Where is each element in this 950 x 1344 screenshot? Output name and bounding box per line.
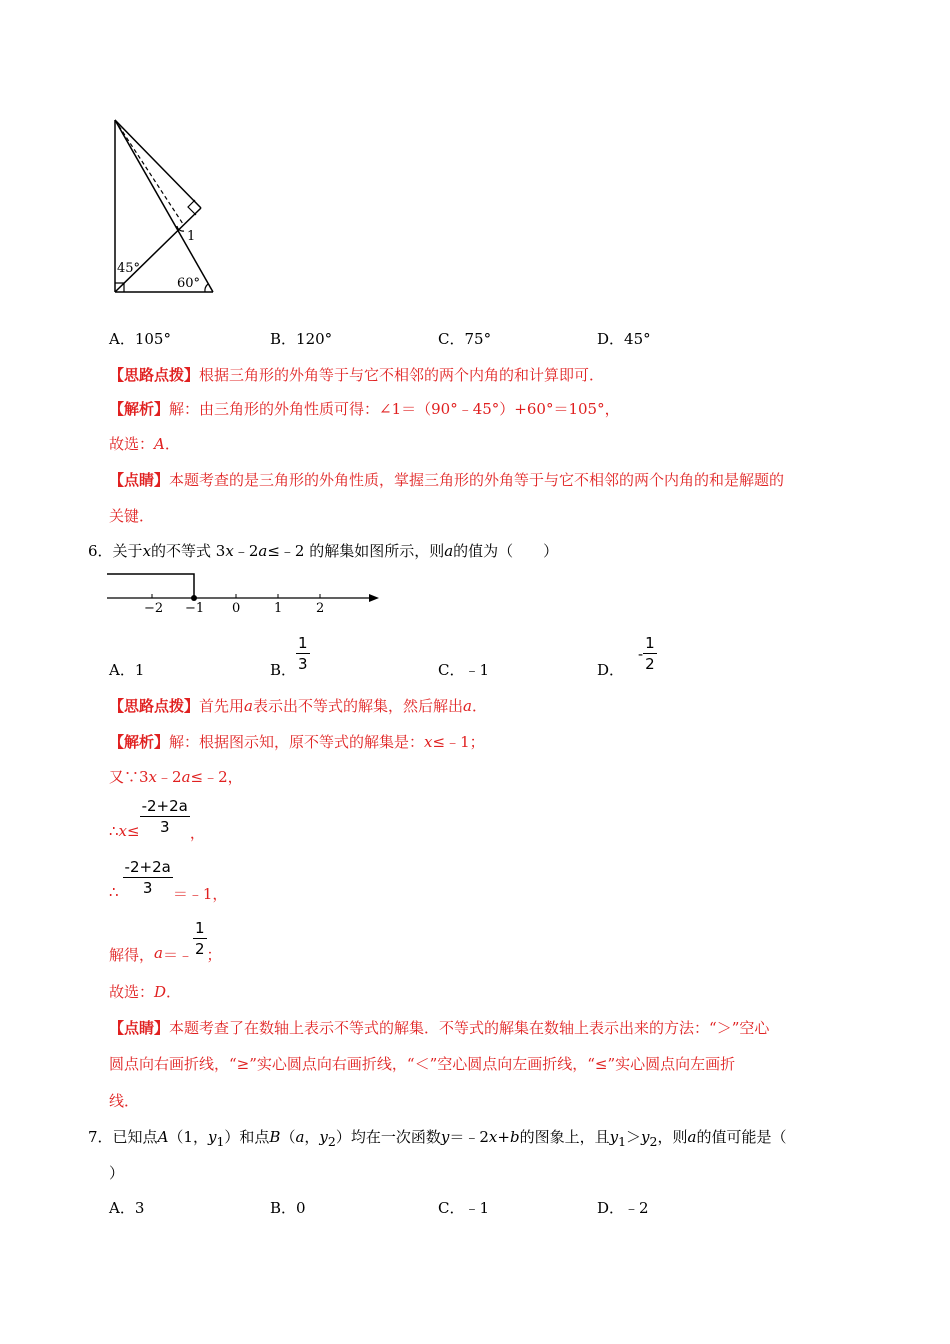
solution-ray bbox=[107, 574, 194, 598]
q5-option-d: D．45° bbox=[597, 330, 651, 348]
q6-option-b: B． $\frac{1}{3}$ bbox=[270, 634, 308, 679]
q5-analysis: 【解析】解：由三角形的外角性质可得：∠1＝（90°﹣45°）+60°＝105°， bbox=[109, 400, 620, 418]
q6-option-a: A．1 bbox=[109, 661, 145, 679]
tick-label-3: 0 bbox=[232, 601, 241, 616]
q6-hint: 【思路点拨】首先用a表示出不等式的解集，然后解出a． bbox=[109, 697, 487, 715]
q6-comment-line2: 圆点向右画折线，“≥”实心圆点向右画折线，“＜”空心圆点向左画折线，“≤”实心圆点向左画折 bbox=[109, 1055, 736, 1073]
tick-label-1: −2 bbox=[144, 601, 164, 616]
q5-option-b: B．120° bbox=[270, 330, 333, 348]
q6-stem: 6．关于x的不等式 3x﹣2a≤﹣2 的解集如图所示，则a的值为（ ） bbox=[88, 542, 559, 560]
figure-dashed-line bbox=[115, 120, 183, 224]
q5-comment-line2: 关键． bbox=[109, 507, 155, 525]
q7-option-b: B．0 bbox=[270, 1199, 306, 1217]
q6-step2: ∴x≤ $\frac{-2+2a}{3}$ ， bbox=[109, 797, 205, 842]
q6-step3: ∴ $\frac{-2+2a}{3}$ ＝﹣1， bbox=[109, 858, 228, 903]
q5-option-a: A．105° bbox=[109, 330, 171, 348]
q5-hint: 【思路点拨】根据三角形的外角等于与它不相邻的两个内角的和计算即可． bbox=[109, 366, 605, 384]
q6-option-c: C．﹣1 bbox=[438, 661, 490, 679]
q7-option-c: C．﹣1 bbox=[438, 1199, 490, 1217]
figure-arc-60 bbox=[205, 284, 208, 292]
fraction-one-third: $\frac{1}{3}$ bbox=[298, 634, 308, 673]
fraction-expression-2: $\frac{-2+2a}{3}$ bbox=[124, 858, 171, 897]
fraction-one-half: $\frac{1}{2}$ bbox=[645, 634, 655, 673]
q7-option-a: A．3 bbox=[109, 1199, 145, 1217]
fraction-expression: $\frac{-2+2a}{3}$ bbox=[141, 797, 188, 836]
q6-choice: 故选：D． bbox=[109, 983, 182, 1001]
figure-label-45: 45° bbox=[117, 261, 141, 276]
q7-stem-line2: ） bbox=[109, 1164, 125, 1182]
triangle-figure bbox=[105, 112, 225, 302]
q6-comment: 【点睛】本题考查了在数轴上表示不等式的解集．不等式的解集在数轴上表示出来的方法：“＞”空心 bbox=[109, 1019, 770, 1037]
q6-step1: 又∵3x﹣2a≤﹣2， bbox=[109, 768, 243, 786]
number-line bbox=[105, 566, 385, 618]
figure-label-1: 1 bbox=[187, 229, 196, 244]
q6-analysis: 【解析】解：根据图示知，原不等式的解集是：x≤﹣1； bbox=[109, 733, 485, 751]
q7-stem: 7．已知点A（1，$y_1$）和点B（a，$y_2$）均在一次函数y＝﹣2x+b的图象上，且$y_1>y_2$，则a的值可能是（ bbox=[88, 1128, 787, 1149]
tick-label-2: −1 bbox=[185, 601, 205, 616]
q5-option-c: C．75° bbox=[438, 330, 492, 348]
fraction-answer: $\frac{1}{2}$ bbox=[194, 919, 205, 958]
tick-label-4: 1 bbox=[274, 601, 283, 616]
q7-option-d: D．﹣2 bbox=[597, 1199, 649, 1217]
figure-label-60: 60° bbox=[177, 276, 201, 291]
q6-comment-line3: 线． bbox=[109, 1092, 140, 1110]
q6-option-d: D．- $\frac{1}{2}$ bbox=[597, 634, 655, 679]
q5-comment: 【点睛】本题考查的是三角形的外角性质，掌握三角形的外角等于与它不相邻的两个内角的和是解题的 bbox=[109, 471, 785, 489]
q6-step4: 解得，a＝﹣ $\frac{1}{2}$ ； bbox=[109, 919, 222, 964]
q5-choice: 故选：A． bbox=[109, 435, 180, 453]
axis-arrow bbox=[369, 594, 379, 602]
tick-label-5: 2 bbox=[316, 601, 325, 616]
